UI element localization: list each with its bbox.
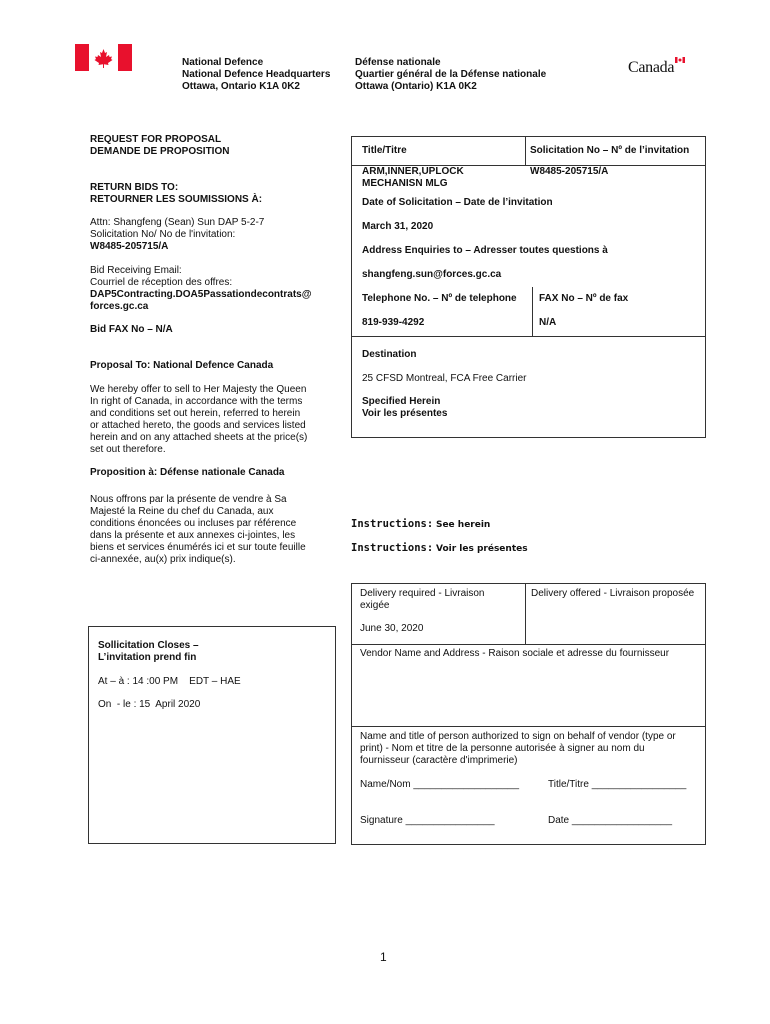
fax-value: N/A — [539, 317, 557, 328]
offer-fr-line: conditions énoncées ou incluses par référence — [90, 518, 297, 529]
instructions-value: See herein — [435, 520, 491, 530]
authorized-line: fournisseur (caractère d'imprimerie) — [360, 755, 518, 766]
offer-fr — [90, 494, 306, 566]
bid-email-address[interactable]: forces.gc.ca — [90, 301, 149, 312]
delivery-vendor-box — [351, 583, 706, 845]
authorized-line: Name and title of person authorized to sign on behalf of vendor (type or — [360, 731, 676, 742]
header-fr — [355, 57, 546, 93]
bid-email-block — [90, 265, 311, 313]
canada-wordmark-logo — [628, 59, 674, 77]
solicitation-value: W8485-205715/A — [530, 166, 609, 177]
closes-date: On - le : 15 April 2020 — [98, 699, 201, 710]
offer-en-line: or attached hereto, the goods and services listed — [90, 420, 306, 431]
offer-en-line: In right of Canada, in accordance with the terms — [90, 396, 303, 407]
authorized-signatory-label — [360, 731, 676, 767]
title-value-line: ARM,INNER,UPLOCK — [362, 166, 464, 177]
return-bids-line: RETOURNER LES SOUMISSIONS À: — [90, 194, 263, 205]
vendor-label: Vendor Name and Address - Raison sociale et adresse du fournisseur — [360, 648, 670, 659]
offer-en-line: herein and on any attached sheets at the price(s) — [90, 432, 308, 443]
date-label: Date of Solicitation – Date de l’invitation — [362, 197, 553, 208]
offer-fr-line: Nous offrons par la présente de vendre à Sa — [90, 494, 287, 505]
attn-solicitation-number: W8485-205715/A — [90, 241, 169, 252]
specified-line: Specified Herein — [362, 396, 441, 407]
instructions-fr — [351, 542, 528, 554]
offer-fr-line: biens et services énumérés ici et sur toute feuille — [90, 542, 306, 553]
instructions-label: Instructions: — [351, 518, 434, 530]
header-fr-line: Quartier général de la Défense nationale — [355, 69, 547, 80]
closes-title-line: Sollicitation Closes – — [98, 640, 199, 651]
header-en — [182, 57, 330, 93]
offer-fr-line: dans la présente et aux annexes ci-jointes, les — [90, 530, 296, 541]
title-field[interactable]: Title/Titre _________________ — [548, 779, 687, 790]
bid-email-line: Bid Receiving Email: — [90, 265, 182, 276]
destination-value: 25 CFSD Montreal, FCA Free Carrier — [362, 373, 527, 384]
wordmark-text: Canada — [628, 59, 675, 76]
rfp-title — [90, 134, 229, 158]
delivery-offered-label: Delivery offered - Livraison proposée — [531, 588, 695, 599]
return-bids — [90, 182, 262, 206]
enquiries-value[interactable]: shangfeng.sun@forces.gc.ca — [362, 269, 502, 280]
offer-fr-line: ci-annexée, au(x) prix indique(s). — [90, 554, 236, 565]
attn-line: Attn: Shangfeng (Sean) Sun DAP 5-2-7 — [90, 217, 265, 228]
name-field[interactable]: Name/Nom ___________________ — [360, 779, 520, 790]
delivery-required-line: exigée — [360, 600, 390, 611]
header-fr-line: Ottawa (Ontario) K1A 0K2 — [355, 81, 477, 92]
offer-fr-line: Majesté la Reine du chef du Canada, aux — [90, 506, 274, 517]
offer-en-line: set out therefore. — [90, 444, 166, 455]
return-bids-line: RETURN BIDS TO: — [90, 182, 179, 193]
instructions-en — [351, 518, 490, 530]
enquiries-label: Address Enquiries to – Adresser toutes questions à — [362, 245, 608, 256]
closes-title-line: L’invitation prend fin — [98, 652, 197, 663]
destination-label: Destination — [362, 349, 417, 360]
rfp-title-line: DEMANDE DE PROPOSITION — [90, 146, 230, 157]
phone-label: Telephone No. – Nº de telephone — [362, 293, 517, 304]
date-field[interactable]: Date __________________ — [548, 815, 673, 826]
bid-email-address[interactable]: DAP5Contracting.DOA5Passationdecontrats@ — [90, 289, 312, 300]
offer-en — [90, 384, 307, 456]
solicitation-info-box — [351, 136, 706, 438]
fax-label: FAX No – Nº de fax — [539, 293, 629, 304]
title-value — [362, 166, 464, 190]
solicitation-label: Solicitation No – Nº de l’invitation — [530, 145, 690, 156]
specified-line: Voir les présentes — [362, 408, 448, 419]
phone-value: 819-939-4292 — [362, 317, 425, 328]
solicitation-closes-box — [88, 626, 336, 844]
authorized-line: print) - Nom et titre de la personne autorisée à signer au nom du — [360, 743, 645, 754]
delivery-required-value: June 30, 2020 — [360, 623, 424, 634]
title-value-line: MECHANISN MLG — [362, 178, 448, 189]
page-number: 1 — [380, 950, 387, 964]
header-en-line: National Defence Headquarters — [182, 69, 331, 80]
title-label: Title/Titre — [362, 145, 407, 156]
header-en-line: National Defence — [182, 57, 264, 68]
bid-fax: Bid FAX No – N/A — [90, 324, 173, 335]
attn-line: Solicitation No/ No de l'invitation: — [90, 229, 236, 240]
closes-time: At – à : 14 :00 PM EDT – HAE — [98, 676, 241, 687]
delivery-required-line: Delivery required - Livraison — [360, 588, 485, 599]
bid-email-line: Courriel de réception des offres: — [90, 277, 233, 288]
offer-en-line: and conditions set out herein, referred to herein — [90, 408, 301, 419]
instructions-value: Voir les présentes — [435, 544, 528, 554]
attn-block — [90, 217, 264, 253]
proposal-to: Proposal To: National Defence Canada — [90, 360, 274, 371]
header-fr-line: Défense nationale — [355, 57, 441, 68]
closes-title — [98, 640, 199, 664]
rfp-title-line: REQUEST FOR PROPOSAL — [90, 134, 222, 145]
canada-flag-icon — [75, 44, 132, 71]
date-value: March 31, 2020 — [362, 221, 434, 232]
instructions-label: Instructions: — [351, 542, 434, 554]
delivery-required-label — [360, 588, 485, 612]
proposition: Proposition à: Défense nationale Canada — [90, 467, 285, 478]
header-en-line: Ottawa, Ontario K1A 0K2 — [182, 81, 300, 92]
specified-herein — [362, 396, 447, 420]
signature-field[interactable]: Signature ________________ — [360, 815, 495, 826]
offer-en-line: We hereby offer to sell to Her Majesty the Queen — [90, 384, 307, 395]
